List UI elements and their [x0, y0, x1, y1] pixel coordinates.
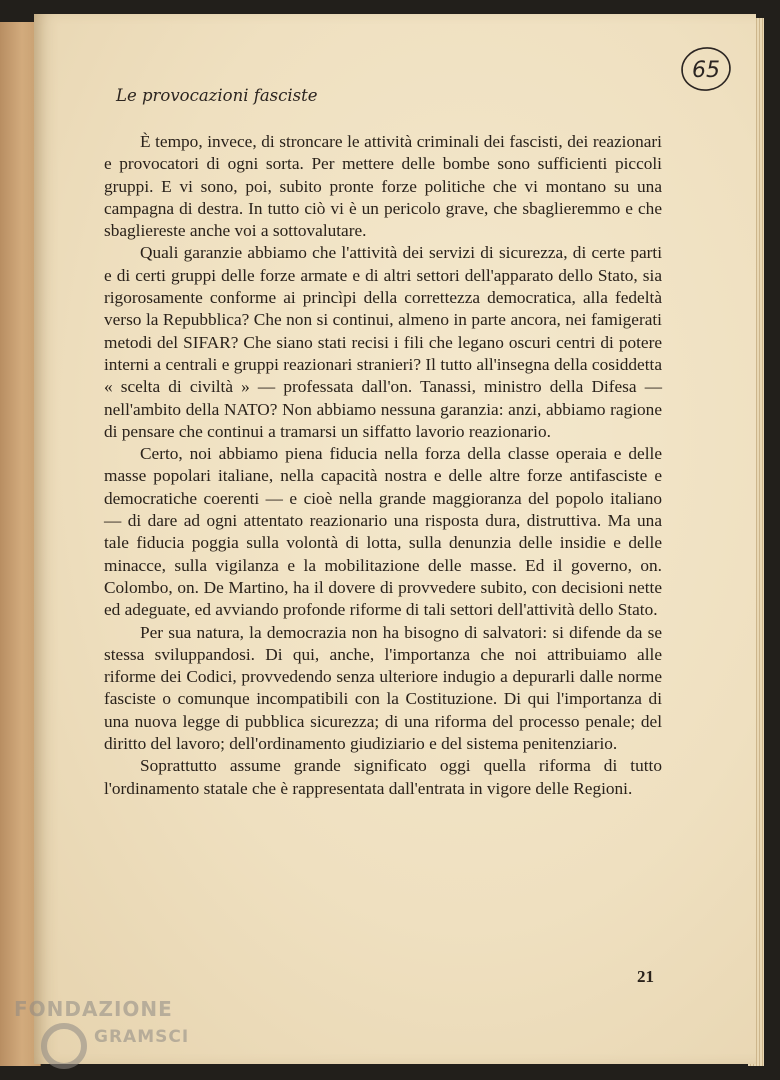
- paragraph: È tempo, invece, di stroncare le attività criminali dei fascisti, dei reazionari e provocatori di ogni sorta. Per mettere delle bombe sono sufficienti piccoli gruppi. E vi sono, poi, subito pronte forze politiche che vi montano su una campagna di destra. In tutto ciò vi è un pericolo grave, che sbaglieremmo e che sbagliereste anche voi a sottovalutare.: [104, 132, 662, 241]
- fondazione-gramsci-watermark: [10, 994, 210, 1074]
- body-text: [104, 131, 662, 800]
- running-head: Le provocazioni fasciste: [116, 86, 318, 105]
- folio-text: 65: [692, 58, 720, 83]
- watermark-line-1: FONDAZIONE: [14, 997, 173, 1021]
- paragraph: Soprattutto assume grande significato oggi quella riforma di tutto l'ordinamento statale che è rappresentata dall'entrata in vigore delle Regioni.: [104, 756, 662, 798]
- paragraph: Per sua natura, la democrazia non ha bisogno di salvatori: si difende da se stessa sviluppandosi. Di qui, anche, l'importanza che noi attribuiamo alle riforme dei Codici, provvedendo senza ulteriore indugio a depurarli dalle norme fasciste o comunque incompatibili con la Costituzione. Di qui l'importanza di una nuova legge di pubblica sicurezza; di una riforma del processo penale; del diritto del lavoro; dell'ordinamento giudiziario e del sistema penitenziario.: [104, 622, 662, 754]
- handwritten-folio-number: [679, 44, 733, 94]
- page-number: 21: [637, 967, 654, 986]
- watermark-line-2: GRAMSCI: [94, 1027, 190, 1047]
- paragraph: Certo, noi abbiamo piena fiducia nella forza della classe operaia e delle masse popolari italiane, nella capacità nostra e delle altre forze antifasciste e democratiche coerenti — e cioè nella grande maggioranza del popolo italiano — di dare ad ogni attentato reazionario una risposta dura, distruttiva. Ma una tale fiducia poggia sulla volontà di lotta, sulla denunzia delle insidie e delle minacce, sulla vigilanza e la mobilitazione delle masse. Ed il governo, on. Colombo, on. De Martino, ha il dovere di provvedere subito, con decisioni nette ed adeguate, ed avviando profonde riforme di tali settori dell'attività dello Stato.: [104, 444, 662, 620]
- paragraph: Quali garanzie abbiamo che l'attività dei servizi di sicurezza, di certe parti e di certi gruppi delle forze armate e di altri settori dell'apparato dello Stato, sia rigorosamente conforme ai princìpi della correttezza democratica, alla fedeltà verso la Repubblica? Che non si continui, almeno in parte ancora, nei famigerati metodi del SIFAR? Che siano stati recisi i fili che legano oscuri centri di potere interni a centrali e gruppi reazionari stranieri? Il tutto all'insegna della cosiddetta « scelta di civiltà » — professata dall'on. Tanassi, ministro della Difesa — nell'ambito della NATO? Non abbiamo nessuna garanzia: anzi, abbiamo ragione di pensare che continui a tramarsi un siffatto lavorio reazionario.: [104, 243, 662, 441]
